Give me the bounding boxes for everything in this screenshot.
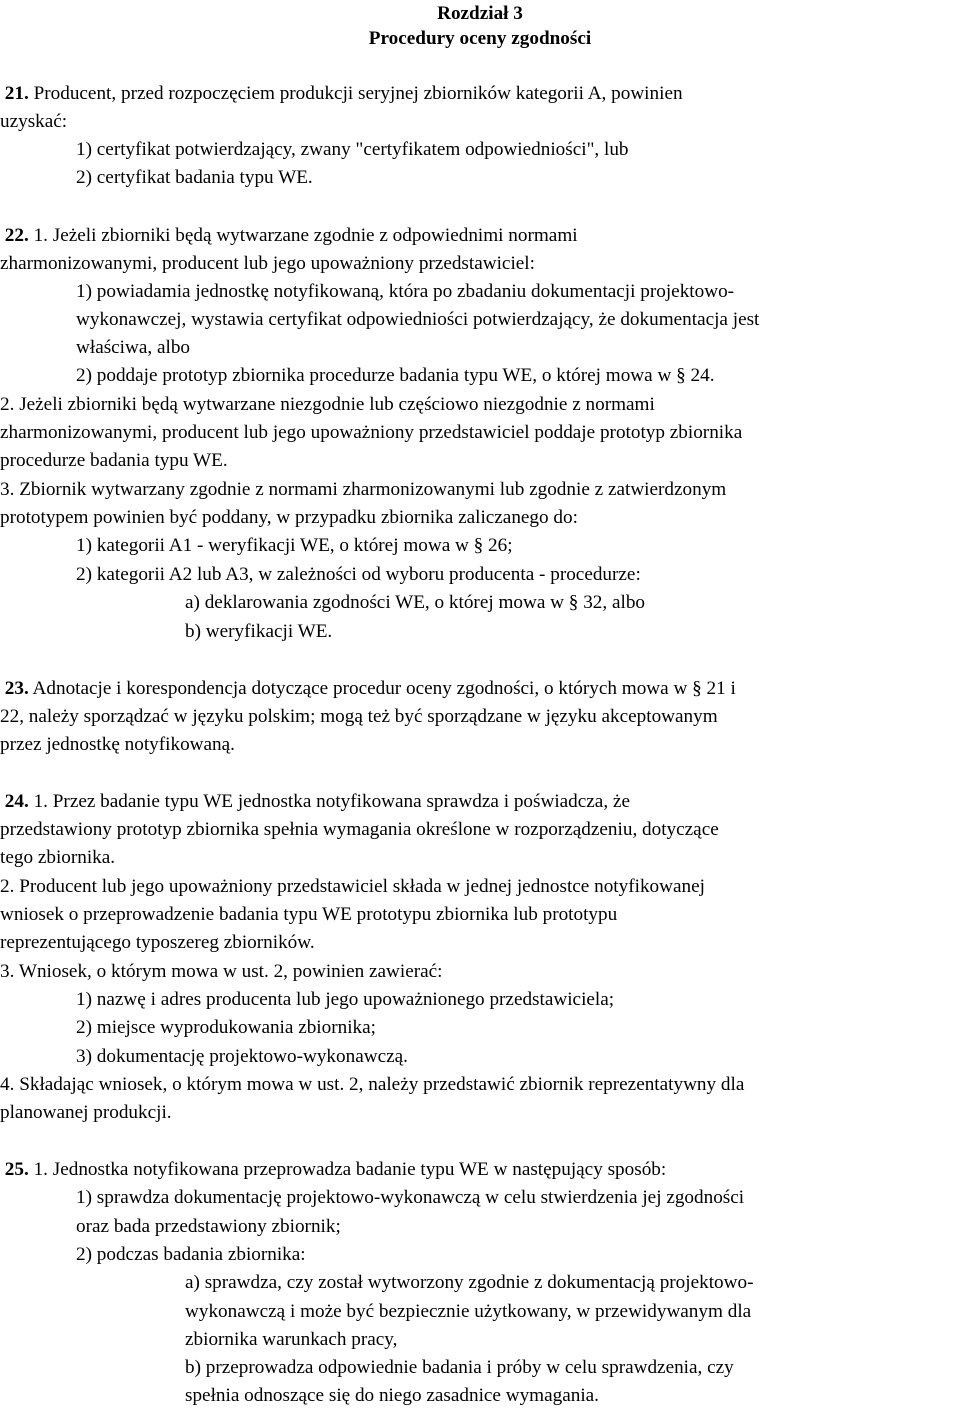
section-22-ust-2-line-3: procedurze badania typu WE. [0,450,228,471]
section-24-ust-4-line-1: 4. Składając wniosek, o którym mowa w ust. 2, należy przedstawić zbiornik reprezentatywny dla [0,1074,745,1095]
section-24-number: 24. [4,791,29,812]
section-25-item-1-line-1: 1) sprawdza dokumentację projektowo-wykonawczą w celu stwierdzenia jej zgodności [76,1187,745,1208]
section-22-ust-3-item-a: a) deklarowania zgodności WE, o której mowa w § 32, albo [185,592,646,613]
section-25-number: 25. [4,1159,29,1180]
section-24-ust-3-item-2: 2) miejsce wyprodukowania zbiornika; [76,1017,376,1038]
section-21-number: 21. [4,83,29,104]
section-22-item-1-line-1: 1) powiadamia jednostkę notyfikowaną, która po zbadaniu dokumentacji projektowo- [76,281,735,302]
section-21-item-2: 2) certyfikat badania typu WE. [76,167,313,188]
section-22-ust-3-line-2: prototypem powinien być poddany, w przypadku zbiornika zaliczanego do: [0,507,578,528]
chapter-number: Rozdział 3 [437,3,523,24]
section-25-item-1-line-2: oraz bada przedstawiony zbiornik; [76,1216,341,1237]
chapter-title: Procedury oceny zgodności [368,28,592,49]
section-24-ust-2-line-3: reprezentującego typoszereg zbiorników. [0,932,315,953]
section-21-line-1: 21. Producent, przed rozpoczęciem produkcji seryjnej zbiorników kategorii A, powinien [4,83,683,104]
section-23-line-3: przez jednostkę notyfikowaną. [0,734,235,755]
section-24-line-3: tego zbiornika. [0,847,116,868]
section-25-item-a-line-3: zbiornika warunkach pracy, [185,1329,398,1350]
section-24-ust-2-line-1: 2. Producent lub jego upoważniony przedstawiciel składa w jednej jednostce notyfikowanej [0,876,705,897]
section-24-ust-2-line-2: wniosek o przeprowadzenie badania typu WE prototypu zbiornika lub prototypu [0,904,618,925]
section-24-ust-4-line-2: planowanej produkcji. [0,1102,172,1123]
section-25-item-a-line-2: wykonawczą i może być bezpiecznie użytkowany, w przewidywanym dla [185,1301,752,1322]
section-25-line-1: 25. 1. Jednostka notyfikowana przeprowadza badanie typu WE w następujący sposób: [4,1159,667,1180]
section-23-line-2: 22, należy sporządzać w języku polskim; mogą też być sporządzane w języku akceptowanym [0,706,718,727]
section-22-ust-3-item-b: b) weryfikacji WE. [185,621,333,642]
section-21-item-1: 1) certyfikat potwierdzający, zwany "certyfikatem odpowiedniości", lub [76,139,629,160]
section-22-ust-3-line-1: 3. Zbiornik wytwarzany zgodnie z normami zharmonizowanymi lub zgodnie z zatwierdzonym [0,479,727,500]
section-22-ust-2-line-1: 2. Jeżeli zbiorniki będą wytwarzane niezgodnie lub częściowo niezgodnie z normami [0,394,655,415]
section-23-number: 23. [4,678,29,699]
section-22-item-2: 2) poddaje prototyp zbiornika procedurze badania typu WE, o której mowa w § 24. [76,365,715,386]
section-22-line-2: zharmonizowanymi, producent lub jego upoważniony przedstawiciel: [0,253,535,274]
section-22-ust-2-line-2: zharmonizowanymi, producent lub jego upoważniony przedstawiciel poddaje prototyp zbiornika [0,422,743,443]
section-24-ust-3: 3. Wniosek, o którym mowa w ust. 2, powinien zawierać: [0,961,443,982]
section-22-line-1: 22. 1. Jeżeli zbiorniki będą wytwarzane zgodnie z odpowiednimi normami [4,225,578,246]
section-25-item-2: 2) podczas badania zbiornika: [76,1244,306,1265]
section-23-line-1: 23. Adnotacje i korespondencja dotyczące procedur oceny zgodności, o których mowa w § 21 i [4,678,736,699]
section-24-line-1: 24. 1. Przez badanie typu WE jednostka notyfikowana sprawdza i poświadcza, że [4,791,630,812]
section-22-item-1-line-3: właściwa, albo [76,337,191,358]
section-22-ust-3-item-2: 2) kategorii A2 lub A3, w zależności od wyboru producenta - procedurze: [76,564,641,585]
section-25-item-b-line-1: b) przeprowadza odpowiednie badania i próby w celu sprawdzenia, czy [185,1357,734,1378]
section-24-line-2: przedstawiony prototyp zbiornika spełnia wymagania określone w rozporządzeniu, dotyczące [0,819,719,840]
section-25-item-b-line-2: spełnia odnoszące się do niego zasadnice wymagania. [185,1385,599,1406]
section-22-ust-3-item-1: 1) kategorii A1 - weryfikacji WE, o której mowa w § 26; [76,535,513,556]
section-24-ust-3-item-3: 3) dokumentację projektowo-wykonawczą. [76,1046,408,1067]
section-21-line-2: uzyskać: [0,111,68,132]
section-25-item-a-line-1: a) sprawdza, czy został wytworzony zgodnie z dokumentacją projektowo- [185,1272,754,1293]
section-22-item-1-line-2: wykonawczej, wystawia certyfikat odpowiedniości potwierdzający, że dokumentacja jest [76,309,760,330]
section-24-ust-3-item-1: 1) nazwę i adres producenta lub jego upoważnionego przedstawiciela; [76,989,615,1010]
section-22-number: 22. [4,225,29,246]
